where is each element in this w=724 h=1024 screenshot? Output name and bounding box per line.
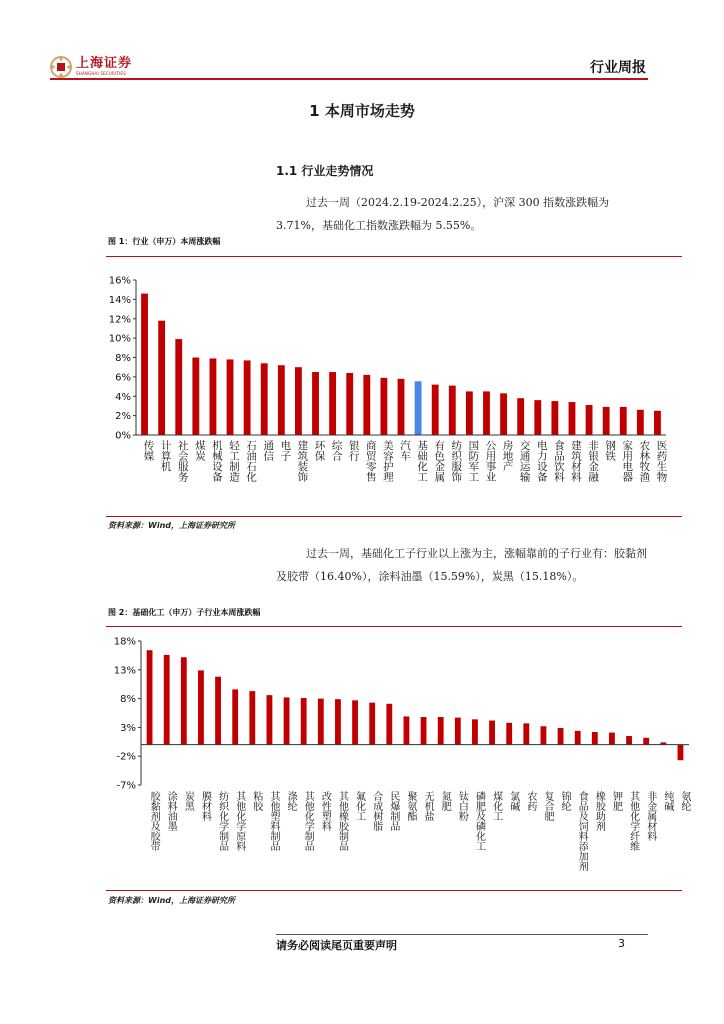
- bar: [369, 703, 375, 745]
- y-tick-label: -7%: [116, 780, 136, 792]
- bar: [329, 372, 336, 435]
- y-tick-label: 2%: [115, 411, 131, 423]
- x-category-label: 纺织化学制品: [216, 791, 228, 851]
- bar: [141, 294, 148, 435]
- x-category-label: 石油石化: [245, 440, 258, 482]
- x-category-label: 改性塑料: [319, 791, 331, 831]
- x-category-label: 通信: [262, 440, 275, 461]
- x-category-label: 建筑装饰: [296, 440, 309, 482]
- bar: [517, 398, 524, 435]
- bar: [592, 732, 598, 745]
- bar: [301, 698, 307, 745]
- x-category-label: 粘胶: [250, 791, 262, 811]
- chemical-subindustry-weekly-change-chart: [106, 630, 690, 888]
- x-category-label: 其他化学制品: [302, 791, 314, 851]
- figure-1-source: 资料来源：Wind，上海证券研究所: [108, 521, 235, 530]
- y-tick-label: 0%: [115, 430, 131, 442]
- x-category-label: 非金属材料: [644, 791, 656, 841]
- bar: [551, 401, 558, 435]
- x-category-label: 银行: [347, 440, 360, 461]
- y-tick-label: 14%: [108, 294, 131, 306]
- y-tick-label: 4%: [115, 391, 131, 403]
- industry-weekly-change-chart: [106, 262, 682, 512]
- x-category-label: 传媒: [142, 440, 155, 461]
- y-tick-label: 3%: [120, 722, 136, 734]
- bar: [654, 411, 661, 435]
- x-category-label: 房地产: [501, 440, 514, 472]
- y-tick-label: 16%: [108, 275, 131, 287]
- y-tick-label: 18%: [113, 636, 136, 648]
- x-category-label: 纯碱: [661, 791, 673, 811]
- bar: [637, 410, 644, 435]
- x-category-label: 食品及饲料添加剂: [576, 791, 588, 871]
- x-category-label: 膜材料: [199, 791, 211, 821]
- x-category-label: 综合: [330, 440, 343, 461]
- bar: [626, 736, 632, 745]
- bar: [523, 723, 529, 744]
- section-title: 1 本周市场走势: [309, 102, 415, 120]
- subsection-title: 1.1 行业走势情况: [276, 164, 374, 178]
- bar: [210, 358, 217, 435]
- bar: [398, 379, 405, 435]
- bar: [432, 385, 439, 435]
- bar: [678, 745, 684, 761]
- x-category-label: 民爆制品: [387, 791, 399, 831]
- bar: [558, 728, 564, 745]
- bar: [404, 716, 410, 744]
- x-category-label: 社会服务: [176, 440, 189, 482]
- x-category-label: 食品饮料: [552, 440, 565, 482]
- bar: [227, 359, 234, 435]
- bar: [489, 720, 495, 744]
- paragraph-text: 过去一周，基础化工子行业以上涨为主，涨幅靠前的子行业有：胶黏剂及胶带（16.40%），涂料油墨（15.59%），炭黑（15.18%）。: [276, 547, 647, 583]
- bar: [575, 731, 581, 745]
- logo-seal-icon: [50, 56, 72, 78]
- bar: [620, 407, 627, 435]
- bar: [261, 363, 268, 435]
- figure-2-source: 资料来源：Wind，上海证券研究所: [108, 896, 235, 905]
- paragraph-subindustry-summary: [276, 542, 656, 588]
- bar: [449, 386, 456, 435]
- bar: [603, 407, 610, 435]
- bar: [363, 375, 370, 435]
- bar: [386, 704, 392, 745]
- x-category-label: 医药生物: [655, 440, 668, 482]
- bar: [541, 726, 547, 744]
- bar: [455, 718, 461, 745]
- figure-2-bottom-rule: [106, 890, 682, 891]
- x-category-label: 纺织服饰: [450, 440, 463, 482]
- bar: [312, 372, 319, 435]
- x-category-label: 公用事业: [484, 440, 497, 482]
- y-tick-label: 12%: [108, 314, 131, 326]
- y-tick-label: -2%: [116, 751, 136, 763]
- bar: [569, 402, 576, 435]
- footer-disclaimer-notice: 请务必阅读尾页重要声明: [276, 939, 397, 952]
- bar: [586, 405, 593, 435]
- figure-2-caption: 图 2：基础化工（申万）子行业本周涨跌幅: [108, 608, 261, 617]
- header-divider: [50, 78, 648, 80]
- y-tick-label: 13%: [113, 665, 136, 677]
- x-category-label: 煤炭: [193, 440, 206, 461]
- page-number: 3: [618, 937, 625, 950]
- y-tick-label: 6%: [115, 372, 131, 384]
- bar: [506, 723, 512, 745]
- bar: [318, 699, 324, 745]
- x-category-label: 家用电器: [621, 440, 634, 482]
- x-category-label: 有色金属: [433, 440, 446, 482]
- x-category-label: 合成树脂: [370, 791, 382, 831]
- x-category-label: 国防军工: [467, 440, 480, 482]
- x-category-label: 涂料油墨: [165, 791, 177, 831]
- bar: [192, 358, 199, 436]
- x-category-label: 钾肥: [610, 791, 622, 811]
- paragraph-index-summary: [276, 191, 656, 237]
- x-category-label: 交通运输: [518, 440, 531, 482]
- bar: [352, 700, 358, 744]
- bar: [198, 670, 204, 744]
- x-category-label: 非银金融: [587, 440, 600, 482]
- x-category-label: 农药: [524, 791, 536, 811]
- bar: [232, 689, 238, 744]
- x-category-label: 橡胶助剂: [593, 791, 605, 831]
- y-tick-label: 8%: [115, 353, 131, 364]
- x-category-label: 氨纶: [678, 791, 690, 811]
- x-category-label: 氟化工: [353, 791, 365, 821]
- x-category-label: 胶黏剂及胶带: [148, 791, 160, 851]
- bar: [483, 391, 490, 435]
- bar: [421, 717, 427, 745]
- bar: [147, 650, 153, 744]
- x-category-label: 涤纶: [285, 791, 297, 811]
- bar: [278, 365, 285, 435]
- x-category-label: 汽车: [399, 440, 411, 461]
- logo-name-cn: 上海证券: [76, 56, 133, 71]
- bar: [335, 699, 341, 745]
- figure-1-bottom-rule: [106, 516, 682, 517]
- bar: [500, 393, 507, 435]
- figure-2-top-rule: [106, 626, 682, 627]
- bar: [164, 655, 170, 745]
- x-category-label: 钢铁: [604, 440, 617, 461]
- x-category-label: 商贸零售: [364, 440, 377, 482]
- bar: [438, 717, 444, 745]
- x-category-label: 复合肥: [541, 791, 553, 821]
- bar: [215, 677, 221, 745]
- bar: [534, 400, 541, 435]
- report-type: 行业周报: [590, 60, 646, 76]
- logo-name-en: SHANGHAI SECURITIES: [76, 71, 126, 76]
- x-category-label: 其他化学纤维: [627, 791, 639, 851]
- x-category-label: 锦纶: [559, 791, 571, 811]
- bar: [380, 378, 387, 435]
- x-category-label: 基础化工: [416, 440, 429, 482]
- x-category-label: 计算机: [159, 440, 172, 472]
- figure-1-top-rule: [106, 256, 682, 257]
- bar: [244, 360, 251, 435]
- bar: [175, 339, 182, 435]
- x-category-label: 其他塑料制品: [267, 791, 279, 851]
- x-category-label: 氮肥: [439, 791, 451, 811]
- bar: [472, 719, 478, 744]
- bar: [158, 321, 165, 435]
- x-category-label: 机械设备: [210, 440, 223, 482]
- bar: [466, 391, 473, 435]
- x-category-label: 聚氨酯: [404, 791, 416, 821]
- x-category-label: 钛白粉: [456, 791, 468, 821]
- x-category-label: 轻工制造: [228, 440, 241, 482]
- x-category-label: 农林牧渔: [638, 440, 651, 482]
- x-category-label: 环保: [313, 440, 326, 461]
- bar: [609, 733, 615, 745]
- x-category-label: 其他橡胶制品: [336, 791, 348, 851]
- footer-divider: [276, 934, 648, 935]
- bar: [415, 381, 422, 435]
- x-category-label: 煤化工: [490, 791, 502, 821]
- bar: [181, 657, 187, 744]
- bar: [643, 738, 649, 745]
- bar: [267, 695, 273, 745]
- y-tick-label: 10%: [108, 333, 131, 345]
- bar: [249, 691, 255, 745]
- paragraph-text: 过去一周（2024.2.19-2024.2.25），沪深 300 指数涨跌幅为 3.71%，基础化工指数涨跌幅为 5.55%。: [276, 196, 610, 232]
- x-category-label: 氯碱: [507, 791, 519, 811]
- x-category-label: 电力设备: [535, 440, 548, 482]
- bar: [295, 367, 302, 435]
- x-category-label: 其他化学原料: [233, 791, 245, 851]
- x-category-label: 炭黑: [182, 791, 194, 811]
- y-tick-label: 8%: [120, 694, 136, 706]
- x-category-label: 电子: [279, 440, 292, 461]
- bar: [284, 697, 290, 744]
- x-category-label: 磷肥及磷化工: [473, 791, 485, 851]
- bar: [346, 373, 353, 435]
- figure-1-caption: 图 1：行业（申万）本周涨跌幅: [108, 237, 221, 246]
- x-category-label: 建筑材料: [569, 440, 582, 482]
- x-category-label: 美容护理: [381, 440, 394, 482]
- x-category-label: 无机盐: [422, 791, 434, 821]
- company-logo: [50, 56, 132, 78]
